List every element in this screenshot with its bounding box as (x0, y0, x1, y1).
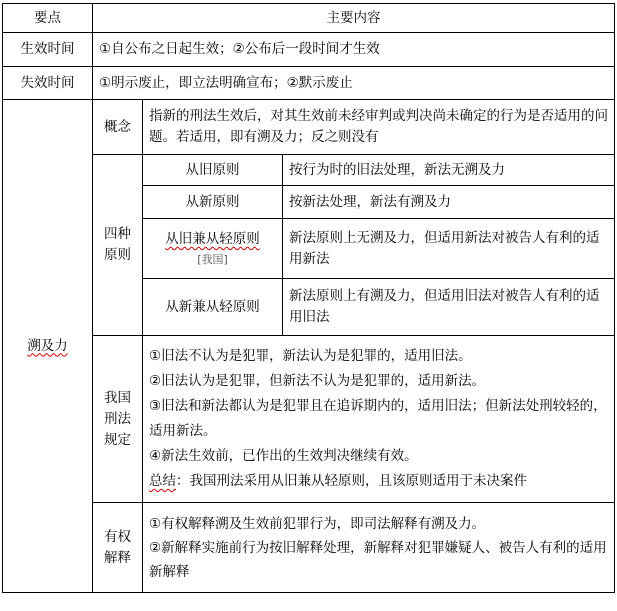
principle-desc: 新法原则上无溯及力，但适用新法对被告人有利的适用新法 (283, 219, 615, 279)
interpretation-label-line1: 有权 (104, 528, 131, 545)
china-law-label-line3: 规定 (104, 431, 131, 448)
concept-label: 概念 (93, 100, 143, 155)
retroactivity-label-text: 溯及力 (27, 337, 68, 354)
principle-note: [我国] (197, 253, 228, 266)
interpretation-item: ②新解释实施前行为按旧解释处理，新解释对犯罪嫌疑人、被告人有利的适用新解释 (149, 539, 607, 580)
interpretation-item: ①有权解释溯及生效前犯罪行为，即司法解释有溯及力。 (149, 515, 486, 532)
china-law-content (143, 336, 615, 503)
principle-name: 从新原则 (143, 186, 283, 219)
interpretation-label (93, 503, 143, 593)
effective-time-content: ①自公布之日起生效；②公布后一段时间才生效 (93, 33, 615, 67)
china-law-label (93, 336, 143, 503)
summary-label: 总结 (149, 473, 176, 489)
principle-desc: 按新法处理，新法有溯及力 (283, 186, 615, 219)
china-law-label-line2: 刑法 (104, 410, 131, 427)
china-law-label-line1: 我国 (104, 389, 131, 406)
retroactivity-label (3, 100, 93, 593)
header-main-content: 主要内容 (93, 4, 615, 33)
four-principles-label (93, 155, 143, 336)
china-law-item: ③旧法和新法都认为是犯罪且在追诉期内的，适用旧法；但新法处刑较轻的，适用新法。 (149, 398, 607, 439)
summary-text: ：我国刑法采用从旧兼从轻原则，且该原则适用于未决案件 (176, 473, 527, 489)
four-principles-label-line2: 原则 (104, 247, 131, 263)
china-law-item: ④新法生效前，已作出的生效判决继续有效。 (149, 448, 418, 464)
principle-desc: 新法原则上有溯及力，但适用旧法对被告人有利的适用旧法 (283, 279, 615, 336)
four-principles-label-line1: 四种 (104, 226, 131, 242)
interpretation-label-line2: 解释 (104, 549, 131, 566)
china-law-item: ②旧法认为是犯罪，但新法不认为是犯罪的，适用新法。 (149, 373, 486, 389)
concept-content: 指新的刑法生效后，对其生效前未经审判或判决尚未确定的行为是否适用的问题。若适用，即有溯及力；反之则没有 (143, 100, 615, 155)
header-key-points: 要点 (3, 4, 93, 33)
expire-time-label: 失效时间 (3, 67, 93, 100)
legal-effect-table (2, 3, 615, 593)
principle-name: 从旧兼从轻原则 (165, 231, 260, 247)
expire-time-content: ①明示废止，即立法明确宣布；②默示废止 (93, 67, 615, 100)
principle-name: 从旧原则 (143, 155, 283, 186)
china-law-summary (149, 469, 608, 494)
principle-name: 从新兼从轻原则 (143, 279, 283, 336)
principle-name-cell (143, 219, 283, 279)
interpretation-content (143, 503, 615, 593)
effective-time-label: 生效时间 (3, 33, 93, 67)
china-law-item: ①旧法不认为是犯罪，新法认为是犯罪的，适用旧法。 (149, 348, 472, 364)
principle-desc: 按行为时的旧法处理，新法无溯及力 (283, 155, 615, 186)
